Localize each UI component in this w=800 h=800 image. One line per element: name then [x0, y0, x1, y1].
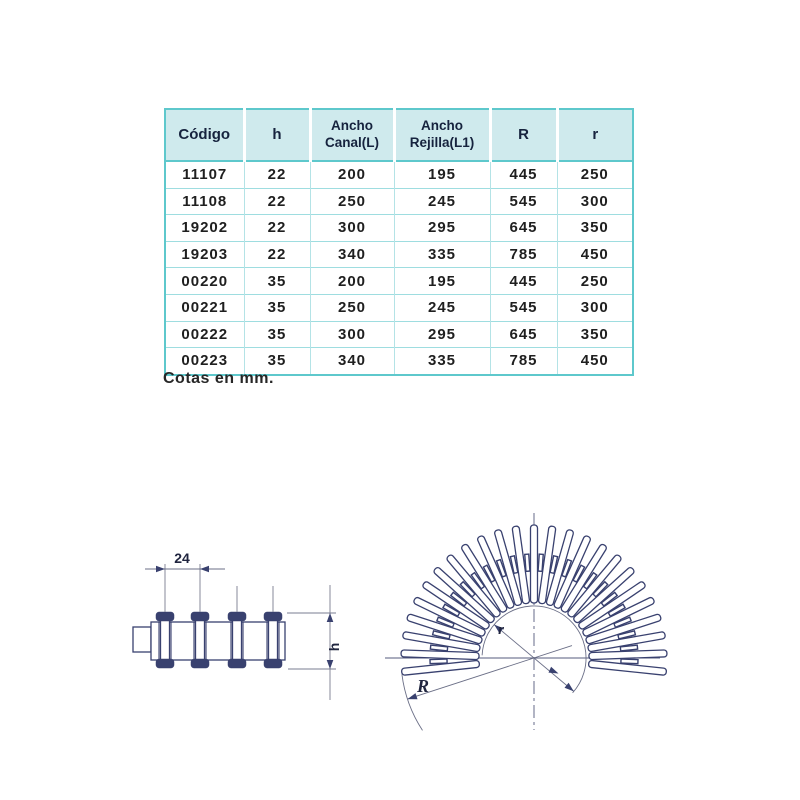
table-cell: 645	[490, 321, 557, 348]
profile-diagram	[120, 540, 355, 710]
table-cell: 250	[310, 188, 394, 215]
table-cell: 245	[394, 188, 490, 215]
table-cell: 645	[490, 215, 557, 242]
fan-diagram	[365, 505, 675, 740]
height-extension-lines	[287, 585, 336, 700]
table-cell: 300	[557, 294, 633, 321]
table-cell: 335	[394, 348, 490, 375]
table-cell: 195	[394, 161, 490, 188]
table-cell: 200	[310, 161, 394, 188]
table-cell: 19202	[165, 215, 244, 242]
table-cell: 340	[310, 241, 394, 268]
table-row	[165, 321, 633, 348]
table-cell: 35	[244, 321, 310, 348]
table-row	[165, 215, 633, 242]
spec-table-body	[165, 161, 633, 375]
table-row	[165, 161, 633, 188]
table-cell: 22	[244, 161, 310, 188]
table-cell: 450	[557, 241, 633, 268]
table-cell: 19203	[165, 241, 244, 268]
table-cell: 295	[394, 321, 490, 348]
spec-table	[164, 108, 634, 376]
width-dim-label: 24	[174, 550, 190, 566]
table-row	[165, 241, 633, 268]
table-cell: 35	[244, 268, 310, 295]
table-cell: 200	[310, 268, 394, 295]
table-cell: 00221	[165, 294, 244, 321]
table-cell: 785	[490, 348, 557, 375]
table-cell: 350	[557, 321, 633, 348]
height-dim-arrow-top	[327, 613, 334, 622]
table-cell: 450	[557, 348, 633, 375]
height-dim-arrow-bottom	[327, 660, 334, 669]
table-header-cell: Ancho Rejilla(L1)	[394, 109, 490, 161]
table-cell: 195	[394, 268, 490, 295]
table-cell: 35	[244, 294, 310, 321]
table-header-cell: R	[490, 109, 557, 161]
table-cell: 245	[394, 294, 490, 321]
table-cell: 250	[557, 161, 633, 188]
profile-extension-lines	[165, 564, 273, 612]
table-header-cell: r	[557, 109, 633, 161]
table-cell: 22	[244, 241, 310, 268]
table-cell: 340	[310, 348, 394, 375]
table-row	[165, 268, 633, 295]
table-cell: 300	[310, 215, 394, 242]
table-cell: 00220	[165, 268, 244, 295]
table-cell: 250	[310, 294, 394, 321]
spec-table-header	[165, 109, 633, 161]
table-cell: 545	[490, 294, 557, 321]
table-cell: 00223	[165, 348, 244, 375]
table-cell: 35	[244, 348, 310, 375]
table-header-cell: Ancho Canal(L)	[310, 109, 394, 161]
table-cell: 445	[490, 268, 557, 295]
table-cell: 785	[490, 241, 557, 268]
table-header-cell: h	[244, 109, 310, 161]
outer-radius-label: R	[416, 676, 430, 696]
table-row	[165, 294, 633, 321]
table-cell: 445	[490, 161, 557, 188]
inner-radius-label: r	[498, 622, 504, 638]
table-cell: 335	[394, 241, 490, 268]
table-cell: 300	[557, 188, 633, 215]
table-cell: 250	[557, 268, 633, 295]
table-cell: 300	[310, 321, 394, 348]
width-dim-arrow-right	[200, 566, 209, 573]
units-note: Cotas en mm.	[163, 370, 274, 387]
table-cell: 545	[490, 188, 557, 215]
table-row	[165, 188, 633, 215]
table-cell: 00222	[165, 321, 244, 348]
profile-end-tab	[133, 627, 151, 652]
table-cell: 22	[244, 188, 310, 215]
table-cell: 11108	[165, 188, 244, 215]
table-cell: 22	[244, 215, 310, 242]
height-dim-label: h	[326, 642, 342, 652]
table-header-cell: Código	[165, 109, 244, 161]
width-dim-arrow-left	[156, 566, 165, 573]
table-cell: 11107	[165, 161, 244, 188]
table-cell: 295	[394, 215, 490, 242]
table-cell: 350	[557, 215, 633, 242]
